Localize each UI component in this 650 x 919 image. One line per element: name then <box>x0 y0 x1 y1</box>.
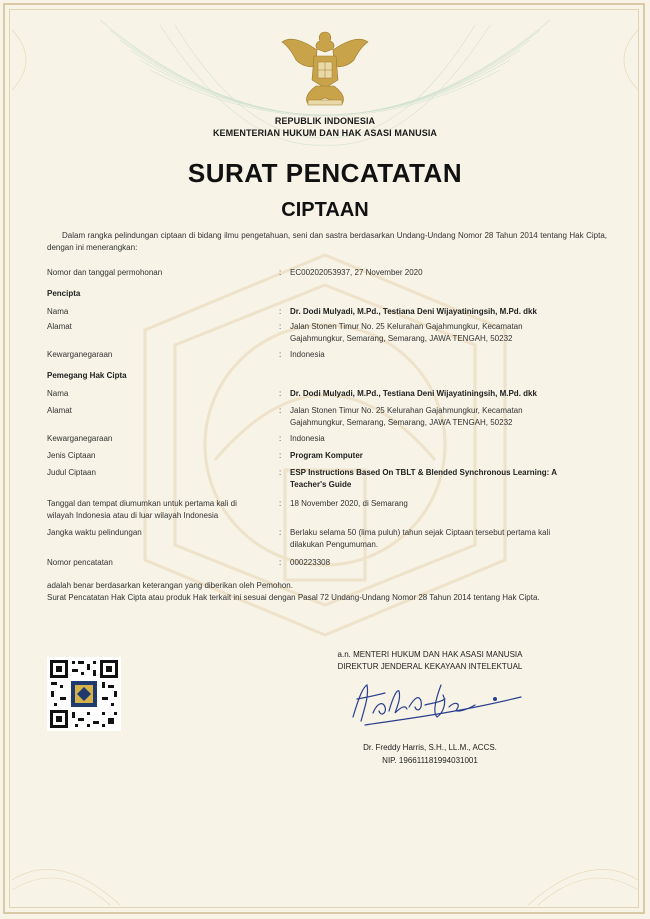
signatory-nip: NIP. 196611181994031001 <box>382 756 478 765</box>
separator: : <box>279 499 282 508</box>
pencipta-nationality-value: Indonesia <box>290 350 325 359</box>
pemegang-address-label: Alamat <box>47 406 72 415</box>
term-line2: dilakukan Pengumuman. <box>290 540 379 549</box>
work-title-line2: Teacher's Guide <box>290 480 352 489</box>
record-value: 000223308 <box>290 558 331 567</box>
pencipta-address-line2: Gajahmungkur, Semarang, Semarang, JAWA TENGAH, 50232 <box>290 334 513 343</box>
pemegang-nationality-label: Kewarganegaraan <box>47 434 113 443</box>
separator: : <box>279 468 282 477</box>
work-type-label: Jenis Ciptaan <box>47 451 96 460</box>
handwritten-signature <box>345 677 525 733</box>
pencipta-address-label: Alamat <box>47 322 72 331</box>
pencipta-address-line1: Jalan Stonen Timur No. 25 Kelurahan Gajahmungkur, Kecamatan <box>290 322 523 331</box>
qr-code-icon <box>47 657 121 731</box>
application-label: Nomor dan tanggal permohonan <box>47 268 163 277</box>
pemegang-name-value: Dr. Dodi Mulyadi, M.Pd., Testiana Deni Wijayatiningsih, M.Pd. dkk <box>290 389 537 398</box>
term-line1: Berlaku selama 50 (lima puluh) tahun sejak Ciptaan tersebut pertama kali <box>290 528 551 537</box>
work-type-value: Program Komputer <box>290 451 363 460</box>
intro-paragraph: Dalam rangka pelindungan ciptaan di bidang ilmu pengetahuan, seni dan sastra berdasarkan Undang-Undang Nomor 28 Tahun 2014 tentang Hak Cipta, dengan ini menerangkan: <box>47 231 607 252</box>
separator: : <box>279 406 282 415</box>
pemegang-name-label: Nama <box>47 389 69 398</box>
document-title: SURAT PENCATATAN <box>187 158 463 188</box>
separator: : <box>279 307 282 316</box>
published-label-line1: Tanggal dan tempat diumumkan untuk pertama kali di <box>47 499 237 508</box>
pemegang-address-line1: Jalan Stonen Timur No. 25 Kelurahan Gajahmungkur, Kecamatan <box>290 406 523 415</box>
pencipta-name-label: Nama <box>47 307 69 316</box>
header-republic: REPUBLIK INDONESIA <box>274 116 376 126</box>
pencipta-name-value: Dr. Dodi Mulyadi, M.Pd., Testiana Deni Wijayatiningsih, M.Pd. dkk <box>290 307 537 316</box>
pemegang-heading: Pemegang Hak Cipta <box>47 371 127 380</box>
separator: : <box>279 434 282 443</box>
record-label: Nomor pencatatan <box>47 558 113 567</box>
separator: : <box>279 558 282 567</box>
separator: : <box>279 389 282 398</box>
pemegang-nationality-value: Indonesia <box>290 434 325 443</box>
work-title-line1: ESP Instructions Based On TBLT & Blended Synchronous Learning: A <box>290 468 557 477</box>
header-ministry: KEMENTERIAN HUKUM DAN HAK ASASI MANUSIA <box>212 128 438 138</box>
term-label: Jangka waktu pelindungan <box>47 528 142 537</box>
separator: : <box>279 322 282 331</box>
separator: : <box>279 268 282 277</box>
work-title-label: Judul Ciptaan <box>47 468 96 477</box>
closing-line1: adalah benar berdasarkan keterangan yang diberikan oleh Pemohon. <box>47 581 293 590</box>
pencipta-heading: Pencipta <box>47 289 81 298</box>
garuda-emblem-icon <box>278 26 372 108</box>
published-value: 18 November 2020, di Semarang <box>290 499 408 508</box>
pencipta-nationality-label: Kewarganegaraan <box>47 350 113 359</box>
separator: : <box>279 451 282 460</box>
separator: : <box>279 528 282 537</box>
signature-on-behalf: a.n. MENTERI HUKUM DAN HAK ASASI MANUSIA <box>337 650 523 659</box>
pemegang-address-line2: Gajahmungkur, Semarang, Semarang, JAWA TENGAH, 50232 <box>290 418 513 427</box>
closing-line2: Surat Pencatatan Hak Cipta atau produk Hak terkait ini sesuai dengan Pasal 72 Undang-Undang Nomor 28 Tahun 2014 tentang Hak Cipta. <box>47 593 540 602</box>
separator: : <box>279 350 282 359</box>
document-subtitle: CIPTAAN <box>281 199 369 221</box>
application-value: EC00202053937, 27 November 2020 <box>290 268 423 277</box>
published-label-line2: wilayah Indonesia atau di luar wilayah Indonesia <box>47 511 219 520</box>
signatory-name: Dr. Freddy Harris, S.H., LL.M., ACCS. <box>363 743 497 752</box>
signature-position: DIREKTUR JENDERAL KEKAYAAN INTELEKTUAL <box>337 662 523 671</box>
